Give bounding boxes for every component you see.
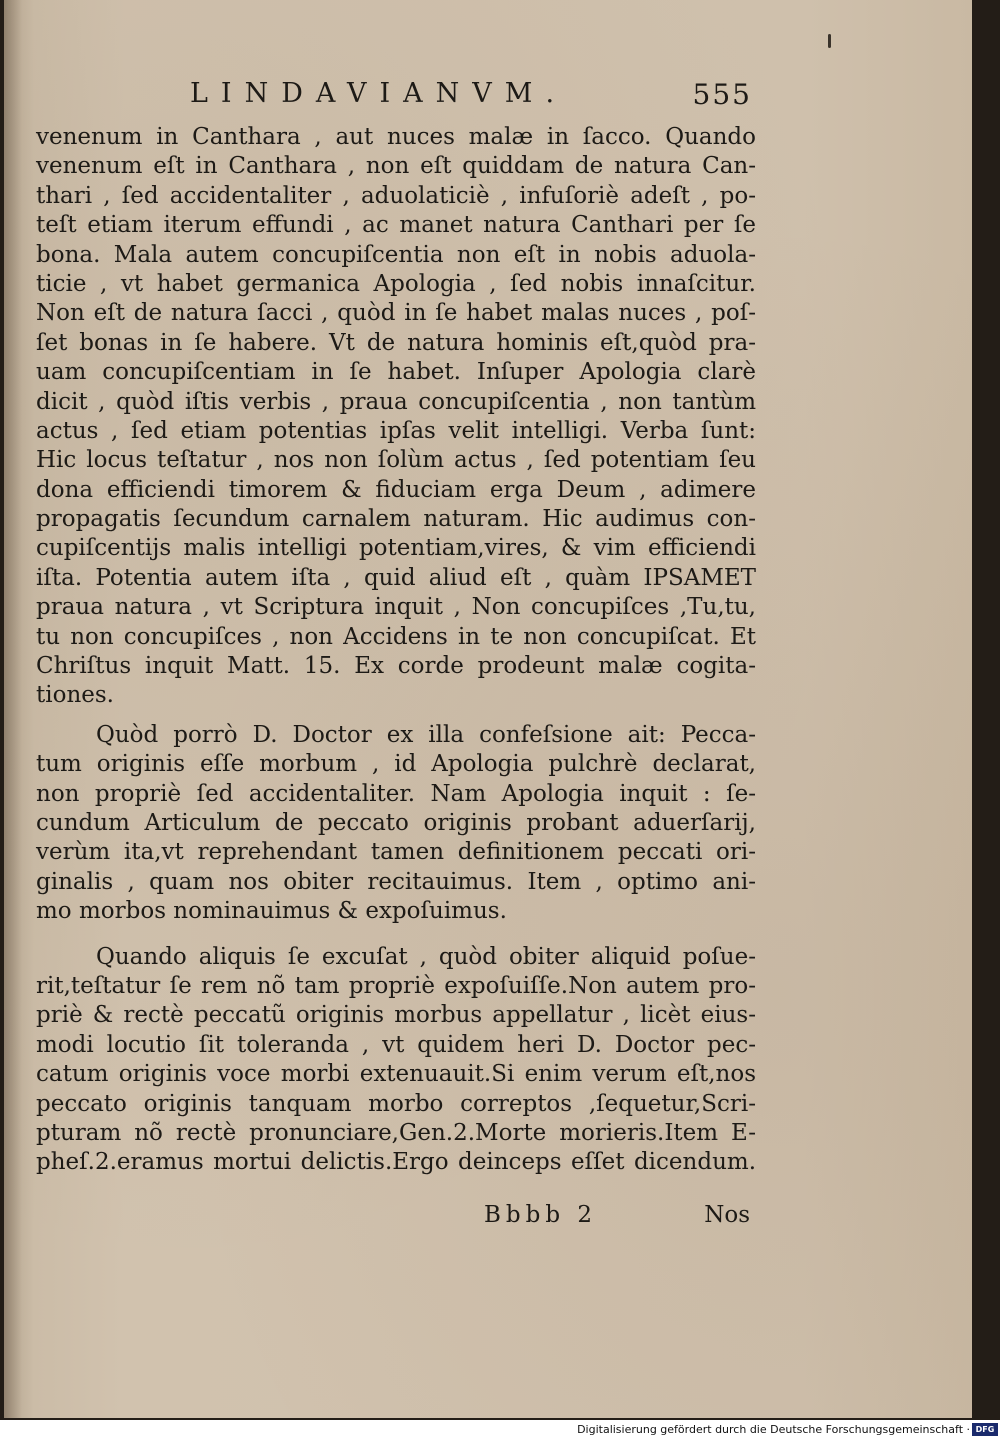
text-line: dona efficiendi timorem & fiduciam erga Deum , adimere: [36, 476, 756, 503]
dfg-logo-icon: DFG: [972, 1423, 998, 1436]
page-number: 555: [692, 78, 752, 111]
text-line: tiones.: [36, 682, 114, 709]
text-line: propagatis ſecundum carnalem naturam. Hic audimus con-: [36, 506, 756, 533]
text-line: Quòd porrò D. Doctor ex illa confeſsione ait: Pecca-: [96, 721, 756, 748]
text-line: priè & rectè peccatũ originis morbus appellatur , licèt eius-: [36, 1002, 756, 1029]
text-line: dicit , quòd iſtis verbis , praua concupiſcentia , non tantùm: [36, 388, 756, 415]
text-line: venenum in Canthara , aut nuces malæ in ſacco. Quando: [36, 124, 756, 150]
text-line: tu non concupiſces , non Accidens in te non concupiſcat. Et: [36, 623, 756, 650]
text-line: Chriſtus inquit Matt. 15. Ex corde prodeunt malæ cogita-: [36, 653, 756, 680]
text-line: cupiſcentijs malis intelligi potentiam,vires, & vim efficiendi: [36, 535, 756, 562]
signature-mark: Bbbb 2: [484, 1202, 598, 1228]
text-line: thari , ſed accidentaliter , aduolaticiè , infuſoriè adeſt , po-: [36, 182, 756, 209]
text-line: teſt etiam iterum effundi , ac manet natura Canthari per ſe: [36, 212, 756, 239]
page-gutter-shadow: [4, 0, 22, 1418]
text-line: cundum Articulum de peccato originis probant aduerſarij,: [36, 809, 756, 836]
text-line: non propriè ſed accidentaliter. Nam Apologia inquit : ſe-: [36, 780, 756, 807]
body-text: [36, 123, 756, 1178]
catchword: Nos: [704, 1202, 750, 1228]
text-line: ginalis , quam nos obiter recitauimus. Item , optimo ani-: [36, 868, 756, 895]
text-line: venenum eſt in Canthara , non eſt quiddam de natura Can-: [36, 153, 756, 180]
running-title: LINDAVIANVM.: [190, 78, 568, 109]
paragraph: [36, 721, 756, 927]
paragraph: [36, 943, 756, 1178]
text-line: ſet bonas in ſe habere. Vt de natura hominis eſt,quòd pra-: [36, 329, 756, 356]
text-line: praua natura , vt Scriptura inquit , Non concupiſces ,Tu,tu,: [36, 594, 756, 621]
text-line: ticie , vt habet germanica Apologia , ſed nobis innaſcitur.: [36, 270, 756, 297]
text-line: catum originis voce morbi extenuauit.Si enim verum eſt,nos: [36, 1061, 756, 1088]
text-line: verùm ita,vt reprehendant tamen definitionem peccati ori-: [36, 839, 756, 866]
text-line: mo morbos nominauimus & expoſuimus.: [36, 898, 507, 925]
text-line: tum originis eſſe morbum , id Apologia pulchrè declarat,: [36, 751, 756, 778]
credit-bar: [0, 1420, 1000, 1440]
ink-speck: [828, 34, 831, 48]
page-footer: [484, 1202, 750, 1234]
paragraph: [36, 123, 756, 711]
text-line: modi locutio ſit toleranda , vt quidem heri D. Doctor pec-: [36, 1031, 756, 1058]
text-line: rit,teſtatur ſe rem nõ tam propriè expoſuiſſe.Non autem pro-: [36, 972, 756, 999]
text-line: bona. Mala autem concupiſcentia non eſt in nobis aduola-: [36, 241, 756, 268]
text-line: pheſ.2.eramus mortui delictis.Ergo deinceps eſſet dicendum.: [36, 1149, 756, 1176]
text-line: peccato originis tanquam morbo correptos ,ſequetur,Scri-: [36, 1090, 756, 1117]
text-line: iſta. Potentia autem iſta , quid aliud eſt , quàm IPSAMET: [36, 564, 756, 591]
text-line: uam concupiſcentiam in ſe habet. Inſuper Apologia clarè: [36, 359, 756, 386]
text-line: Quando aliquis ſe excuſat , quòd obiter aliquid poſue-: [96, 943, 756, 970]
text-line: Non eſt de natura ſacci , quòd in ſe habet malas nuces , poſ-: [36, 300, 756, 327]
text-line: pturam nõ rectè pronunciare,Gen.2.Morte morieris.Item E-: [36, 1119, 756, 1146]
page-header: [190, 78, 750, 118]
credit-text: Digitalisierung gefördert durch die Deutsche Forschungsgemeinschaft ·: [577, 1423, 970, 1436]
text-line: actus , ſed etiam potentias ipſas velit intelligi. Verba ſunt:: [36, 417, 756, 444]
text-line: Hic locus teſtatur , nos non ſolùm actus , ſed potentiam ſeu: [36, 447, 756, 474]
